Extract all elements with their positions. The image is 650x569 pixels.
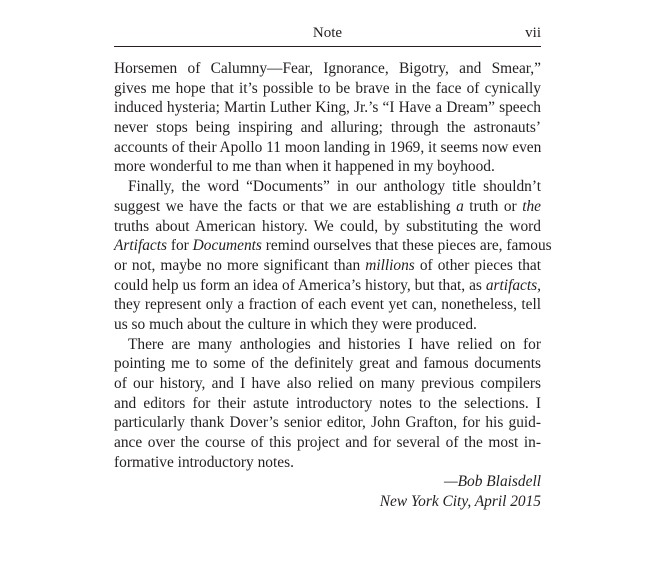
text-run: truths about American history. We could, by substituting the word (114, 217, 541, 235)
text-run: or not, maybe no more significant than (114, 256, 366, 274)
text-run: more wonderful to me than when it happened in my boyhood. (114, 158, 495, 176)
text-run: for (167, 237, 193, 255)
text-line (114, 177, 541, 197)
body-text (114, 59, 552, 472)
signature-block (114, 472, 541, 511)
text-run: could help us form an idea of America’s history, but that, as (114, 276, 486, 294)
running-head (114, 22, 541, 44)
text-line (114, 59, 541, 79)
text-run: of our history, and I have also relied on many previous compilers (114, 375, 541, 392)
text-run: us so much about the culture in which they were produced. (114, 315, 477, 333)
text-line (114, 197, 541, 217)
text-line (114, 138, 541, 158)
italic-text: millions (365, 256, 415, 274)
text-line (114, 315, 541, 335)
text-line (114, 354, 541, 374)
text-run: of other pieces that (414, 256, 541, 274)
italic-text: artifacts, (485, 276, 541, 294)
text-line (114, 217, 541, 237)
text-line (114, 98, 541, 118)
text-run: remind ourselves that these pieces are, famous (261, 237, 552, 255)
text-run: accounts of their Apollo 11 moon landing in 1969, it seems now even (114, 138, 542, 156)
text-line (114, 433, 541, 453)
text-run: pointing me to some of the definitely great and famous documents (114, 355, 541, 373)
paragraph (114, 59, 541, 177)
text-run: particularly thank Dover’s senior editor, John Grafton, for his guid- (114, 414, 541, 432)
text-line (114, 374, 541, 394)
text-run: never stops being inspiring and alluring; through the astronauts’ (114, 119, 541, 137)
text-run: suggest we have the facts or that we are establishing (114, 197, 457, 215)
text-run: they represent only a fraction of each event yet can, nonetheless, tell (114, 296, 541, 314)
text-line (114, 453, 541, 473)
book-page (114, 22, 552, 512)
text-line (114, 335, 541, 355)
text-run: gives me hope that it’s possible to be brave in the face of cynically (114, 79, 541, 97)
text-run: There are many anthologies and histories I have relied on for (128, 335, 541, 353)
italic-text: Artifacts (114, 237, 168, 255)
header-rule (114, 46, 541, 47)
text-line (114, 276, 541, 296)
text-line (114, 157, 541, 177)
paragraph (114, 335, 541, 473)
running-title: Note (312, 25, 343, 41)
text-line (114, 79, 541, 99)
text-run: induced hysteria; Martin Luther King, Jr.’s “I Have a Dream” speech (114, 99, 541, 117)
paragraph (114, 177, 552, 335)
text-run: formative introductory notes. (114, 453, 294, 471)
signature-place-date: New York City, April 2015 (379, 493, 541, 511)
text-run: truth or (463, 197, 523, 215)
text-line (114, 118, 541, 138)
text-line (114, 295, 541, 315)
italic-text: the (522, 197, 541, 215)
text-line (114, 236, 552, 256)
text-line (114, 394, 541, 414)
italic-text: Documents (192, 237, 262, 255)
text-line (114, 413, 541, 433)
text-run: Finally, the word “Documents” in our anthology title shouldn’t (128, 178, 541, 196)
signature-author: —Bob Blaisdell (443, 473, 541, 491)
text-line (114, 256, 541, 276)
text-run: ance over the course of this project and for several of the most in- (114, 434, 541, 452)
text-run: Horsemen of Calumny—Fear, Ignorance, Bigotry, and Smear,” (114, 60, 541, 77)
italic-text: a (456, 197, 464, 215)
text-run: and editors for their astute introductory notes to the selections. I (114, 394, 541, 412)
page-number: vii (525, 25, 541, 41)
